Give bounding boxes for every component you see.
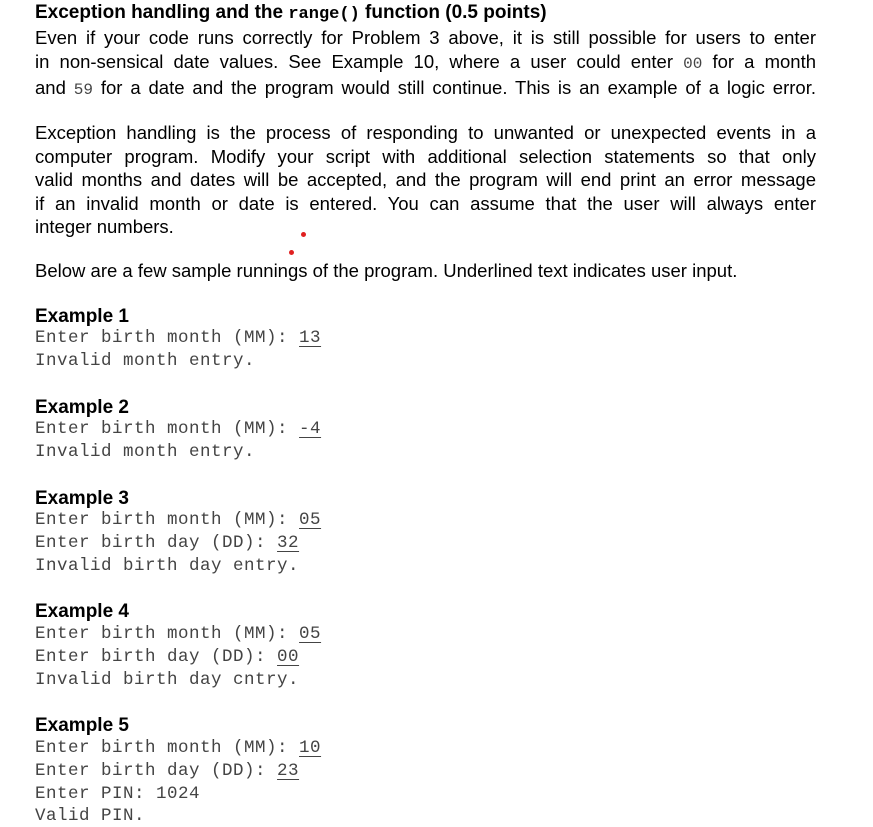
code-line	[35, 669, 299, 691]
code-line	[35, 509, 321, 531]
paragraph-intro-line-2-a: in non-sensical date values. See Example 10, where a user could enter	[35, 50, 684, 72]
code-prompt: Enter birth month (MM):	[35, 419, 300, 439]
example-title: Example 5	[35, 715, 129, 736]
paragraph-intro-line-3-b: for a date and the program would still continue. This is an example of a logic error.	[92, 77, 816, 98]
paragraph-line: if an invalid month or date is entered. You can assume that the user will always enter	[35, 192, 816, 214]
heading-text-before: Exception handling and the	[35, 2, 289, 23]
paragraph-line: Exception handling is the process of responding to unwanted or unexpected events in a	[35, 122, 816, 143]
inline-code-59: 59	[73, 81, 93, 99]
example-title: Example 3	[35, 488, 129, 509]
paragraph-line: integer numbers.	[35, 216, 174, 237]
code-output: Enter PIN: 1024	[35, 784, 201, 804]
code-line	[35, 555, 299, 577]
user-input: 23	[277, 761, 300, 781]
user-input: 05	[299, 624, 322, 644]
example-title: Example 1	[35, 306, 129, 327]
code-prompt: Enter birth day (DD):	[35, 647, 278, 667]
code-line	[35, 760, 299, 782]
code-prompt: Enter birth month (MM):	[35, 624, 300, 644]
code-line	[35, 805, 145, 827]
code-line	[35, 532, 299, 554]
annotation-dot	[301, 232, 306, 237]
code-output: Invalid birth day cntry.	[35, 670, 300, 690]
annotation-dot	[289, 250, 294, 255]
heading-code-range: range()	[288, 5, 360, 24]
paragraph-intro-line-3-a: and	[35, 77, 74, 98]
paragraph-sample-runnings	[35, 259, 816, 283]
code-output: Invalid month entry.	[35, 351, 256, 371]
user-input: 13	[299, 328, 322, 348]
paragraph-intro-line-3	[35, 76, 816, 103]
user-input: 10	[299, 738, 322, 758]
user-input: 00	[277, 647, 300, 667]
heading-text-after: function (0.5 points)	[359, 2, 547, 23]
paragraph-line: computer program. Modify your script with additional selection statements so that only	[35, 145, 816, 167]
code-output: Invalid birth day entry.	[35, 556, 300, 576]
code-prompt: Enter birth month (MM):	[35, 328, 300, 348]
paragraph-line: Below are a few sample runnings of the program. Underlined text indicates user input.	[35, 260, 738, 281]
code-line	[35, 623, 321, 645]
paragraph-intro-line-1: Even if your code runs correctly for Problem 3 above, it is still possible for users to enter	[35, 27, 816, 48]
code-prompt: Enter birth day (DD):	[35, 533, 278, 553]
code-output: Valid PIN.	[35, 806, 146, 826]
user-input: 32	[277, 533, 300, 553]
code-output: Invalid month entry.	[35, 442, 256, 462]
inline-code-00: 00	[683, 54, 703, 73]
paragraph-intro-line-2-b: for a month	[702, 50, 816, 72]
code-line	[35, 737, 321, 759]
code-line	[35, 646, 299, 668]
code-prompt: Enter birth month (MM):	[35, 510, 300, 530]
paragraph-intro	[35, 26, 816, 103]
code-line	[35, 783, 200, 805]
example-title: Example 4	[35, 601, 129, 622]
code-line	[35, 418, 321, 440]
code-prompt: Enter birth month (MM):	[35, 738, 300, 758]
paragraph-exception-handling	[35, 121, 816, 239]
section-heading	[35, 2, 547, 26]
paragraph-intro-line-2	[35, 50, 816, 77]
code-prompt: Enter birth day (DD):	[35, 761, 278, 781]
user-input: -4	[299, 419, 322, 439]
code-line	[35, 327, 321, 349]
code-line	[35, 350, 255, 372]
code-line	[35, 441, 255, 463]
paragraph-line: valid months and dates will be accepted, and the program will end print an error message	[35, 169, 816, 190]
example-title: Example 2	[35, 397, 129, 418]
user-input: 05	[299, 510, 322, 530]
